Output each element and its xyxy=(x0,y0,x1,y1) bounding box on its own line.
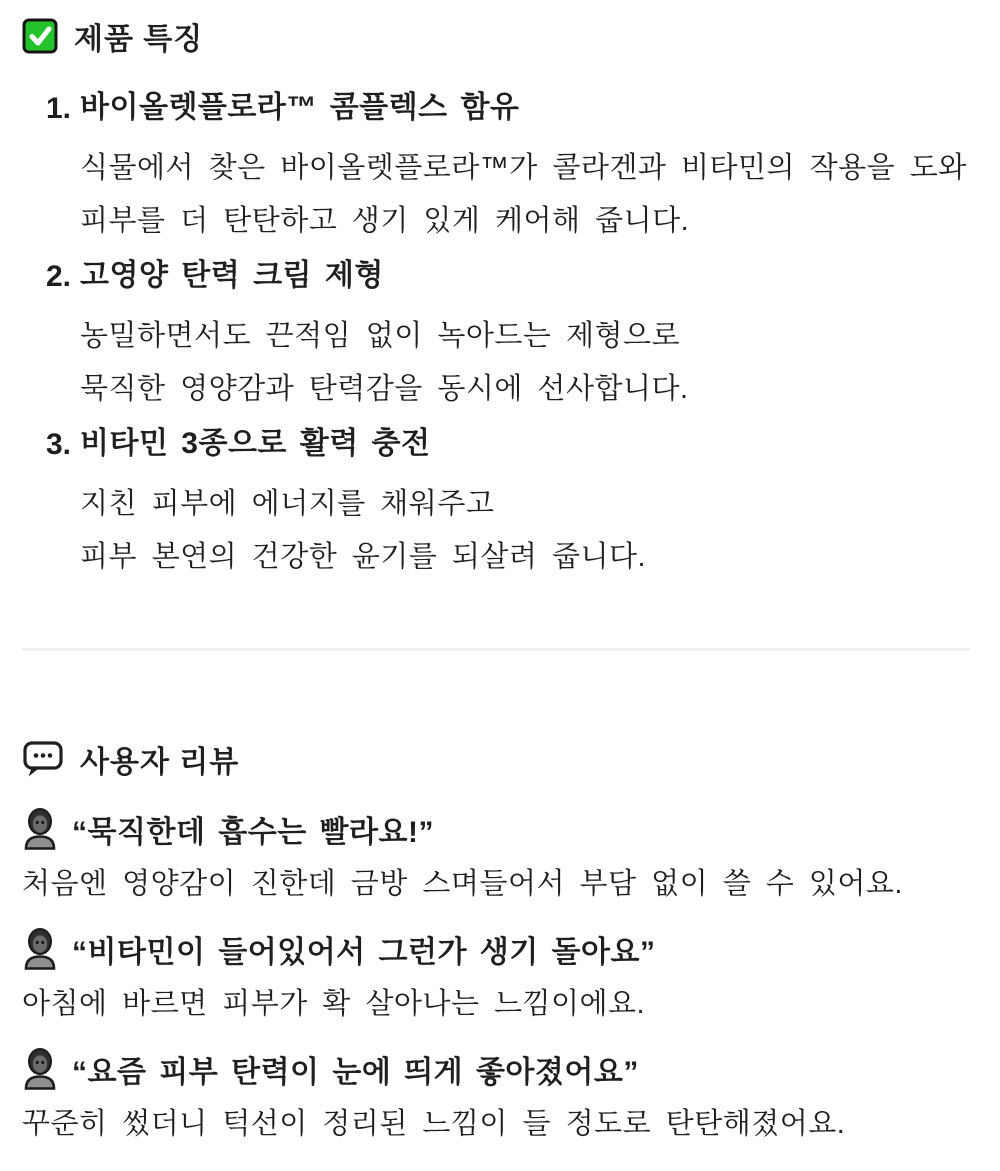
bust-silhouette-icon xyxy=(22,1048,58,1090)
section-divider xyxy=(22,648,970,651)
speech-bubble-icon xyxy=(22,739,64,779)
feature-item xyxy=(46,90,970,248)
features-section xyxy=(22,14,970,584)
feature-number: 1. xyxy=(46,92,72,125)
feature-title: 고영양 탄력 크림 제형 xyxy=(80,259,384,292)
feature-description-line: 피부 본연의 건강한 윤기를 되살려 줍니다. xyxy=(80,541,647,573)
feature-description-line: 피부를 더 탄탄하고 생기 있게 케어해 줍니다. xyxy=(80,205,690,237)
review-body: 꾸준히 썼더니 턱선이 정리된 느낌이 들 정도로 탄탄해졌어요. xyxy=(22,1108,846,1140)
bust-silhouette-icon xyxy=(22,808,58,850)
feature-item xyxy=(46,426,970,584)
green-checkbox-icon xyxy=(22,18,58,54)
bust-silhouette-icon xyxy=(22,928,58,970)
features-heading: 제품 특징 xyxy=(74,23,204,56)
feature-number: 2. xyxy=(46,260,72,293)
review-title-row xyxy=(22,807,970,851)
reviews-header xyxy=(22,737,970,781)
feature-description-line: 지친 피부에 에너지를 채워주고 xyxy=(80,488,495,520)
review-quote: “요즘 피부 탄력이 눈에 띄게 좋아졌어요” xyxy=(72,1056,639,1089)
feature-title: 비타민 3종으로 활력 충전 xyxy=(80,427,431,460)
feature-title: 바이올렛플로라™ 콤플렉스 함유 xyxy=(80,91,520,124)
features-header xyxy=(22,14,970,58)
review-body: 아침에 바르면 피부가 확 살아나는 느낌이에요. xyxy=(22,988,646,1020)
review-title-row xyxy=(22,927,970,971)
review-item xyxy=(22,1047,970,1141)
review-quote: “묵직한데 흡수는 빨라요!” xyxy=(72,816,434,849)
feature-description-line: 식물에서 찾은 바이올렛플로라™가 콜라겐과 비타민의 작용을 도와 xyxy=(80,152,967,184)
feature-description-line: 농밀하면서도 끈적임 없이 녹아드는 제형으로 xyxy=(80,320,680,352)
reviews-section xyxy=(22,737,970,1141)
feature-content xyxy=(80,90,970,248)
feature-content xyxy=(80,426,970,584)
feature-number: 3. xyxy=(46,428,72,461)
feature-content xyxy=(80,258,970,416)
review-body: 처음엔 영양감이 진한데 금방 스며들어서 부담 없이 쓸 수 있어요. xyxy=(22,868,903,900)
feature-description-line: 묵직한 영양감과 탄력감을 동시에 선사합니다. xyxy=(80,373,689,405)
review-item xyxy=(22,927,970,1021)
review-item xyxy=(22,807,970,901)
reviews-heading: 사용자 리뷰 xyxy=(80,746,240,779)
review-quote: “비타민이 들어있어서 그런가 생기 돌아요” xyxy=(72,936,656,969)
feature-item xyxy=(46,258,970,416)
review-title-row xyxy=(22,1047,970,1091)
features-list xyxy=(22,90,970,584)
